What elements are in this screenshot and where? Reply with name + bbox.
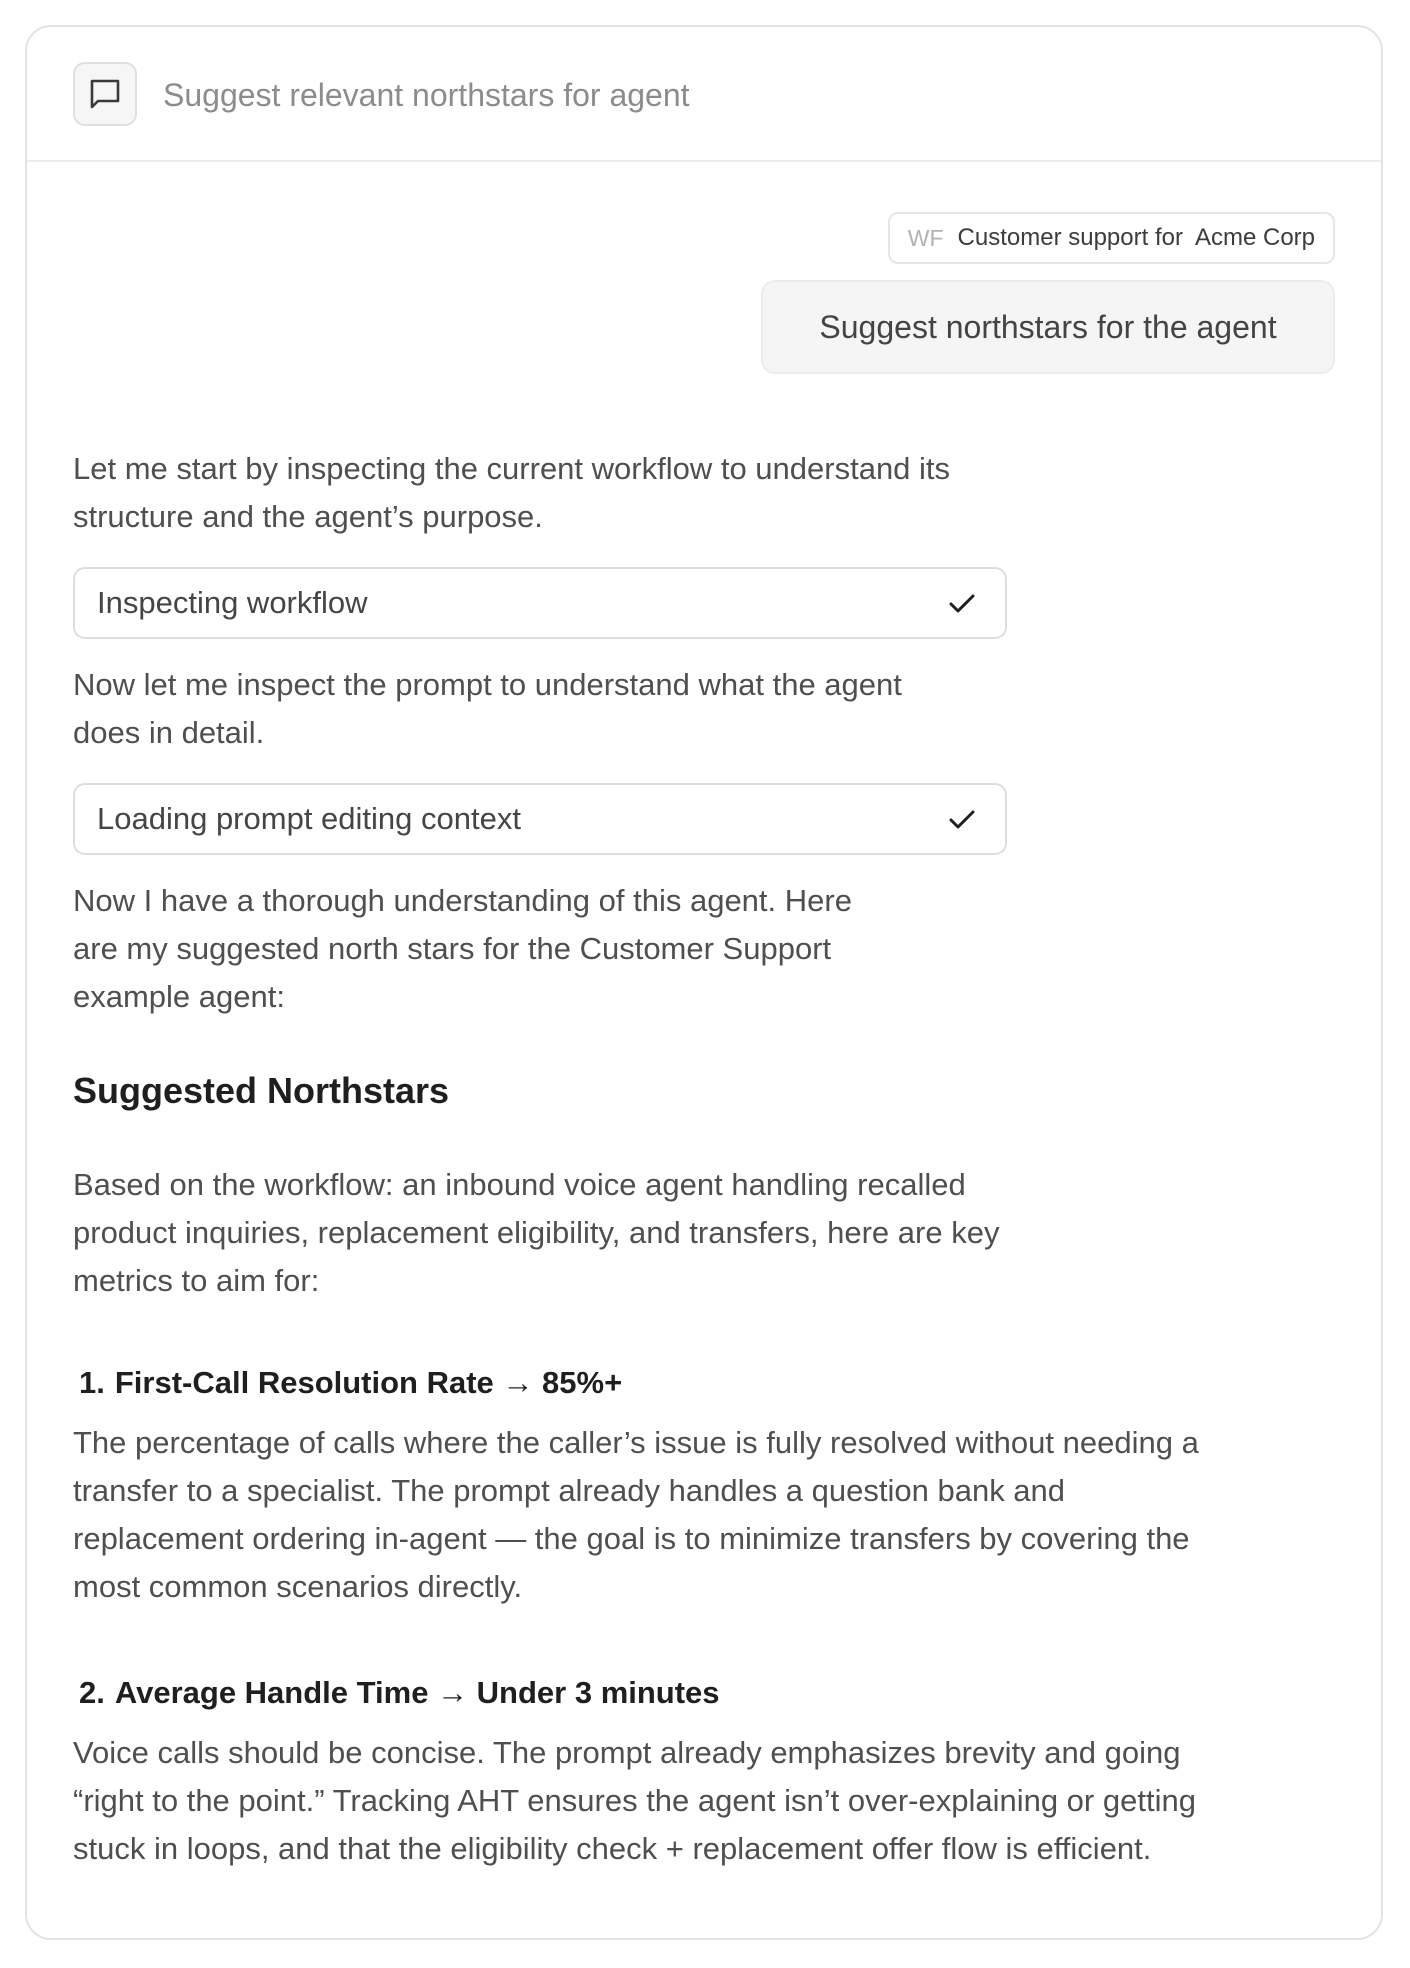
workflow-name: Customer support for Acme Corp: [957, 224, 1315, 251]
checkmark-icon: [947, 804, 977, 834]
assistant-message-intro: Let me start by inspecting the current workflow to understand its structure and the agent’s purpose.: [73, 451, 951, 534]
northstar-item-title: [79, 1361, 622, 1405]
tool-call-label: Inspecting workflow: [97, 585, 368, 620]
northstar-item-description: Voice calls should be concise. The prompt already emphasizes brevity and going “right to the point.” Tracking AHT ensures the agent isn’t over-explaining or getting stuck in loops, and that the eligibility check + replacement offer flow is efficient.: [73, 1735, 1196, 1866]
assistant-message-summary: Now I have a thorough understanding of this agent. Here are my suggested north stars for the Customer Support example agent:: [73, 883, 852, 1014]
northstar-item-number: 2.: [79, 1675, 105, 1710]
panel-title: Suggest relevant northstars for agent: [163, 77, 690, 113]
assistant-message-after-workflow: Now let me inspect the prompt to understand what the agent does in detail.: [73, 667, 902, 750]
northstar-item-title-text: Average Handle Time → Under 3 minutes: [114, 1675, 720, 1710]
northstars-intro: Based on the workflow: an inbound voice agent handling recalled product inquiries, replacement eligibility, and transfers, here are key metrics to aim for:: [73, 1167, 1000, 1298]
user-message-bubble: Suggest northstars for the agent: [761, 280, 1335, 374]
chat-bubble-icon-glyph: [87, 76, 123, 112]
workflow-tag: WF: [907, 224, 944, 251]
chat-panel: [25, 25, 1383, 1940]
chat-bubble-icon[interactable]: [73, 62, 137, 126]
workflow-context-chip[interactable]: [888, 212, 1335, 264]
tool-call-loading-prompt[interactable]: [73, 783, 1007, 855]
tool-call-inspecting-workflow[interactable]: [73, 567, 1007, 639]
section-heading: Suggested Northstars: [73, 1070, 450, 1111]
checkmark-icon: [947, 588, 977, 618]
northstar-item-title-text: First-Call Resolution Rate → 85%+: [114, 1365, 623, 1400]
panel-header: [27, 27, 1381, 162]
northstar-item-description: The percentage of calls where the caller’s issue is fully resolved without needing a transfer to a specialist. The prompt already handles a question bank and replacement ordering in-agent — the goal is to minimize transfers by covering the most common scenarios directly.: [73, 1425, 1199, 1604]
northstar-item-title: [79, 1671, 720, 1715]
tool-call-label: Loading prompt editing context: [97, 801, 521, 836]
northstar-item-number: 1.: [79, 1365, 105, 1400]
